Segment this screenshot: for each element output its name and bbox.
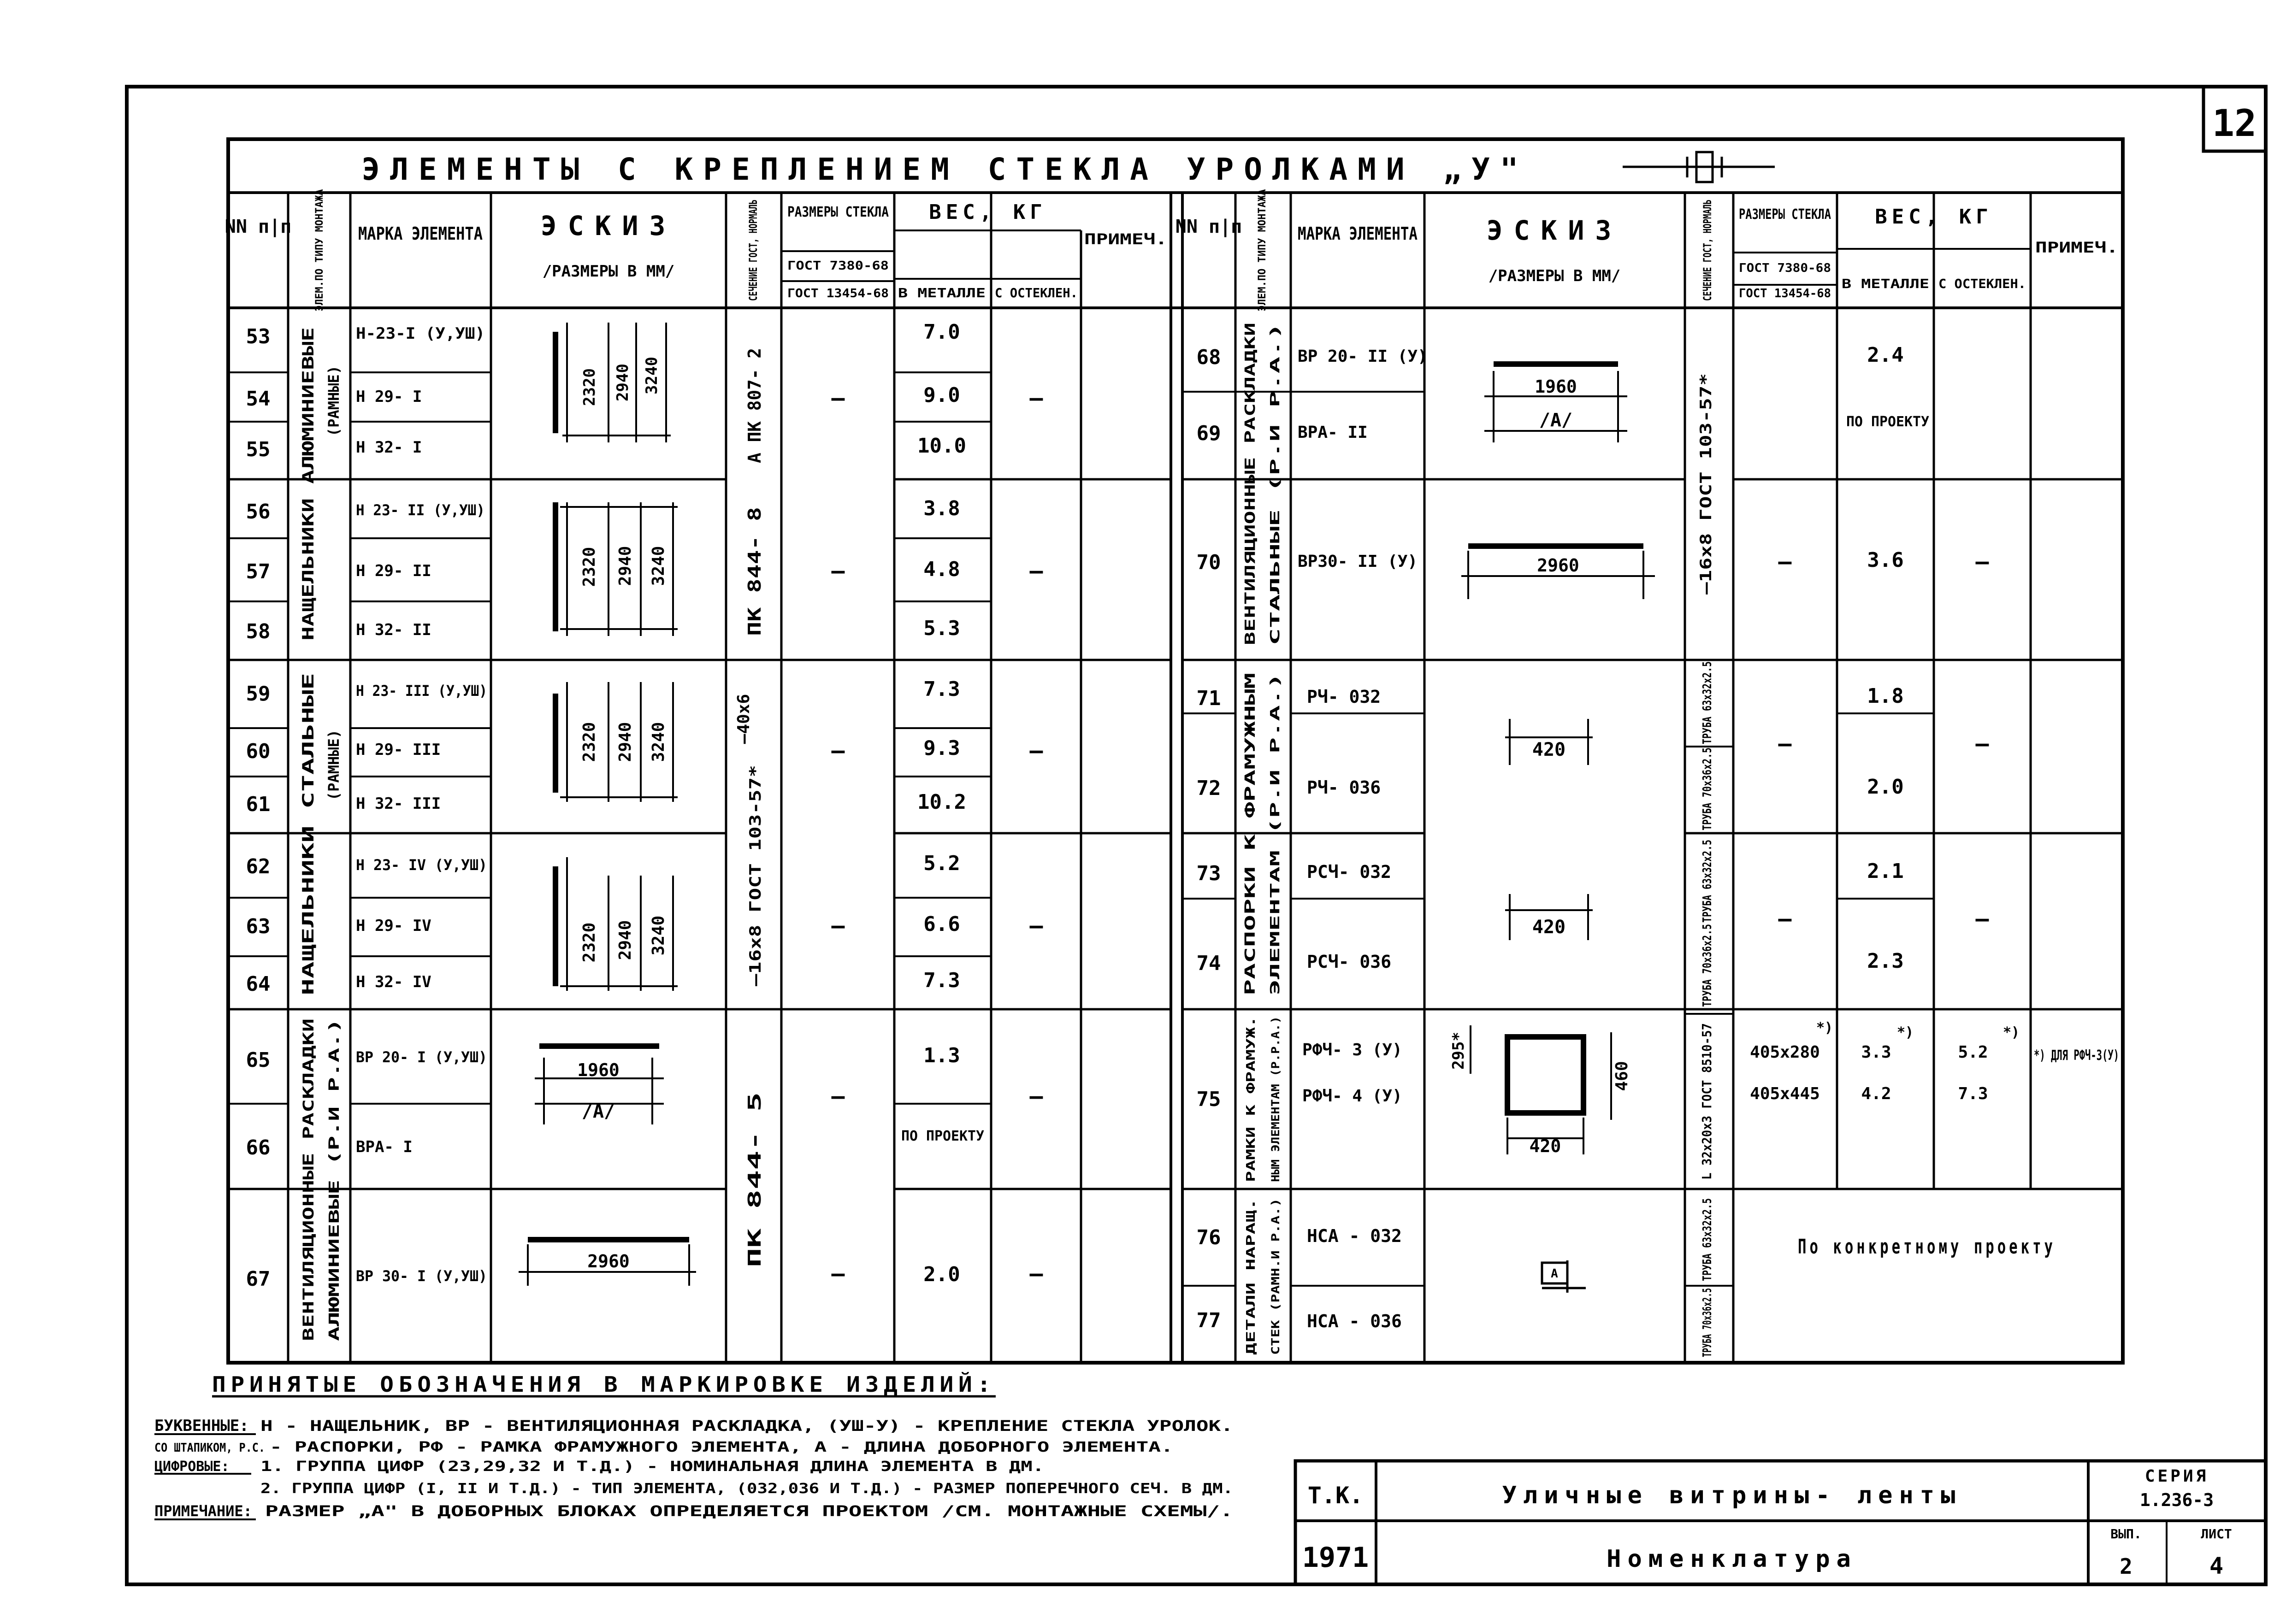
header-glass-r: РАЗМЕРЫ СТЕКЛА [1739,206,1831,223]
header-w-glass: С ОСТЕКЛЕН. [995,285,1078,300]
group-vent-steel: ВЕНТИЛЯЦИОННЫЕ РАСКЛАДКИ [1242,445,1258,645]
dash: — [1975,549,1989,575]
sheet-number: 12 [2212,102,2257,145]
row-55-n: 55 [246,438,271,461]
row-68-n: 68 [1196,346,1221,369]
right-header [1175,161,2118,312]
dim-2320: 2320 [580,922,599,963]
row-59-n: 59 [246,682,271,706]
row-61-mark: Н 32- III [356,794,441,813]
right-sketch-detail [1542,1260,1586,1293]
group-rasporki: РАСПОРКИ К ФРАМУЖНЫМ [1242,829,1258,995]
left-row-lines [228,372,1171,1189]
group-details: ДЕТАЛИ НАРАЩ. [1244,1261,1258,1355]
row-75-weight2: 4.2 [1861,1084,1891,1103]
row-53-mark: Н-23-I (У,УШ) [356,324,485,343]
row-72-mark: РЧ- 036 [1307,777,1381,798]
header-mark: МАРКА ЭЛЕМЕНТА [358,224,483,244]
row-62-n: 62 [246,855,271,878]
row-70-weight: 3.6 [1867,548,1904,572]
dim-2940: 2940 [616,722,635,762]
dim-2960: 2960 [587,1251,630,1271]
dash: — [1029,1261,1043,1287]
legend-note-label: ПРИМЕЧАНИЕ: [154,1502,252,1520]
dim-3240: 3240 [643,357,661,394]
row-75-glass: 405x280 [1750,1043,1820,1062]
row-65-weight: 1.3 [923,1044,960,1067]
row-75-weight: 3.3 [1861,1043,1891,1062]
dash: — [1029,385,1043,411]
group-alu-nashchelniki: НАЩЕЛЬНИКИ АЛЮМИНИЕВЫЕ [299,433,318,641]
row-70-mark: ВР30- II (У) [1298,552,1418,571]
dash: — [1778,731,1792,757]
header-mount-r: ЭЛЕМ.ПО ТИПУ МОНТАЖА [1257,189,1268,312]
left-rows [246,320,984,1291]
section-tube-63-3: ТРУБА 63x32x2.5 [1701,1173,1714,1281]
row-68-mark: ВР 20- II (У) [1298,347,1428,366]
row-53-weight: 7.0 [923,320,960,344]
legend-digits-label: ЦИФРОВЫЕ: [154,1459,230,1475]
row-72-weight: 2.0 [1867,775,1904,799]
row-74-n: 74 [1196,952,1221,975]
group-alu-framed: (РАМНЫЕ) [325,365,343,437]
dim-a-r: /А/ [1539,410,1573,431]
dim-2960-r: 2960 [1537,555,1579,576]
row-75-n: 75 [1196,1088,1221,1111]
dim-295: 295* [1449,1032,1468,1070]
row-66-n: 66 [246,1136,271,1159]
right-groups [1242,323,1282,1355]
dim-2940: 2940 [614,364,632,401]
dim-a: /А/ [581,1101,615,1122]
glass-clip-symbol [1623,152,1775,182]
dim-3240: 3240 [649,722,668,762]
row-69-n: 69 [1196,422,1221,445]
row-76-n: 76 [1196,1226,1221,1249]
row-61-n: 61 [246,793,271,816]
left-sketch-nashchelnik-3 [555,682,678,802]
dim-2940: 2940 [616,546,635,586]
header-glass-std2: ГОСТ 13454-68 [787,287,889,300]
row-76-mark: НСА - 032 [1307,1226,1402,1246]
right-sketch-raskladka-1960 [1484,364,1627,442]
dim-420-c: 420 [1529,1136,1561,1156]
dim-1960: 1960 [577,1060,620,1080]
row-66-weight: ПО ПРОЕКТУ [901,1128,984,1144]
outer-frame [127,87,2266,1584]
header-glass: РАЗМЕРЫ СТЕКЛА [787,204,889,220]
dim-1960-r: 1960 [1535,377,1577,397]
left-sections [734,348,765,1267]
row-58-mark: Н 32- II [356,621,431,639]
section-tube-70-2: ТРУБА 70x36x2.5 [1701,899,1714,1007]
row-74-weight: 2.3 [1867,949,1904,973]
group-details-b: СТЕК (РАМН.И Р.А.) [1269,1235,1282,1355]
row-57-n: 57 [246,560,271,583]
dim-2320: 2320 [580,368,599,406]
row-56-n: 56 [246,500,271,524]
row-70-n: 70 [1196,551,1221,574]
dash: — [831,558,845,584]
section-16x8-r: —16x8 ГОСТ 103-57* [1697,424,1715,594]
row-64-mark: Н 32- IV [356,973,431,991]
dim-3240: 3240 [649,546,668,586]
section-angle: L 32x20x3 ГОСТ 8510-57 [1699,1009,1714,1180]
legend-letters-label: БУКВЕННЫЕ: [154,1417,249,1435]
header-section-r: СЕЧЕНИЕ ГОСТ, НОРМАЛЬ [1701,161,1714,301]
row-54-weight: 9.0 [923,383,960,407]
row-58-weight: 5.3 [923,617,960,640]
dim-420-a: 420 [1532,739,1566,760]
header-nn-r: NN п|п [1175,216,1242,237]
right-rows [1197,343,2119,1332]
legend [154,1372,1233,1520]
row-62-weight: 5.2 [923,852,960,875]
row-75-mark: РФЧ- 3 (У) [1302,1041,1402,1059]
section-pk844-8: ПК 844- 8 [744,541,765,636]
row-64-n: 64 [246,972,271,996]
stamp-year: 1971 [1302,1542,1369,1574]
dash: — [831,385,845,411]
row-60-weight: 9.3 [923,736,960,760]
row-62-mark: Н 23- IV (У,УШ) [356,856,487,874]
legend-staple: - РАСПОРКИ, РФ - РАМКА ФРАМУЖНОГО ЭЛЕМЕНТА, А - ДЛИНА ДОБОРНОГО ЭЛЕМЕНТА. [270,1439,1173,1455]
header-note: ПРИМЕЧ. [1084,230,1167,248]
header-weight: ВЕС, КГ [929,200,1047,224]
dash: — [831,1083,845,1109]
dash: — [1029,1083,1043,1109]
row-67-n: 67 [246,1267,271,1291]
row-73-n: 73 [1196,862,1221,885]
row-75-mark2: РФЧ- 4 (У) [1302,1087,1402,1106]
row-53-n: 53 [246,325,271,348]
row-72-n: 72 [1196,777,1221,800]
left-grid [288,161,1081,1363]
header-sketch-units-r: /РАЗМЕРЫ В ММ/ [1488,267,1621,285]
row-54-mark: Н 29- I [356,388,422,406]
dim-2320: 2320 [580,547,599,587]
section-40x6: —40x6 [734,694,753,744]
row-68-weight: 2.4 [1867,343,1904,367]
right-row-lines [1182,392,2123,1286]
header-weight-r: ВЕС, КГ [1875,205,1993,229]
header-nn: NN п|п [224,216,292,237]
right-sketch-rasporka-1 [1505,719,1593,765]
header-note-r: ПРИМЕЧ. [2035,239,2118,256]
table-title: ЭЛЕМЕНТЫ С КРЕПЛЕНИЕМ СТЕКЛА УРОЛКАМИ „У" [361,152,1529,187]
stamp-issue-label: ВЫП. [2110,1526,2142,1542]
row-73-mark: РСЧ- 032 [1307,862,1392,882]
row-63-weight: 6.6 [923,912,960,936]
row-59-weight: 7.3 [923,677,960,701]
left-sketch-raskladka-2960 [519,1240,696,1286]
section-tube-70-3: ТРУБА 70x36x2.5 [1701,1249,1714,1357]
row-64-weight: 7.3 [923,969,960,992]
header-mount: ЭЛЕМ.ПО ТИПУ МОНТАЖА [314,189,325,312]
row-59-mark: Н 23- III (У,УШ) [356,682,487,700]
row-54-n: 54 [246,387,271,411]
stamp-sheet: 4 [2209,1553,2224,1579]
dim-420-b: 420 [1532,917,1566,938]
dim-3240: 3240 [649,915,668,956]
row-71-weight: 1.8 [1867,684,1904,708]
group-ramki: РАМКИ К ФРАМУЖ. [1244,1074,1258,1182]
right-sketch-rasporka-2 [1505,894,1593,940]
legend-digits-1: 1. ГРУППА ЦИФР (23,29,32 И Т.Д.) - НОМИНАЛЬНАЯ ДЛИНА ЭЛЕМЕНТА В ДМ. [260,1459,1044,1475]
dash: — [1975,731,1989,757]
row-75-glassw: 5.2 [1958,1043,1988,1062]
row-75-glassw2: 7.3 [1958,1084,1988,1103]
dim-2940: 2940 [616,920,635,960]
dim-a-detail: А [1551,1267,1558,1281]
header-glass-std2-r: ГОСТ 13454-68 [1739,287,1831,300]
row-57-mark: Н 29- II [356,562,431,580]
row-74-mark: РСЧ- 036 [1307,952,1392,972]
dash: — [1029,913,1043,939]
section-pk844-5: ПК 844- 5 [744,1172,765,1267]
row-60-n: 60 [246,740,271,763]
stamp-issue: 2 [2120,1554,2133,1579]
header-glass-std1-r: ГОСТ 7380-68 [1739,261,1831,275]
row-77-mark: НСА - 036 [1307,1311,1402,1331]
left-sketch-raskladka-1960 [535,1046,664,1124]
group-vent-alu-b: АЛЮМИНИЕВЫЕ (Р.И Р.А.) [326,1158,343,1341]
header-section: СЕЧЕНИЕ ГОСТ, НОРМАЛЬ [747,161,760,301]
header-sketch-r: ЭСКИЗ [1486,215,1623,246]
row-56-mark: Н 23- II (У,УШ) [356,501,485,519]
left-sketch-nashchelnik-1 [555,323,671,442]
section-tube-70-1: ТРУБА 70x36x2.5 [1701,722,1714,830]
dash: — [1029,558,1043,584]
group-vent-steel-b: СТАЛЬНЫЕ (Р.И Р.А.) [1267,497,1282,645]
dash: — [831,913,845,939]
row-65-mark: ВР 20- I (У,УШ) [356,1048,487,1066]
by-concrete-project: По конкретному проекту [1798,1235,2056,1259]
left-dashes [832,385,1043,1287]
group-vent-alu: ВЕНТИЛЯЦИОННЫЕ РАСКЛАДКИ [300,1128,317,1341]
dash: — [1975,906,1989,932]
row-75-note: *) ДЛЯ РФЧ-3(У) [2034,1047,2119,1064]
dim-460: 460 [1613,1061,1631,1091]
group-rasporki-b: ЭЛЕМЕНТАМ (Р.И Р.А.) [1267,840,1282,995]
group-ramki-b: НЫМ ЭЛЕМЕНТАМ (Р.Р.А.) [1269,1036,1282,1182]
left-sketch-nashchelnik-2 [555,502,678,636]
stamp-name: Уличные витрины- ленты [1502,1482,1962,1509]
legend-letters: Н - НАЩЕЛЬНИК, ВР - ВЕНТИЛЯЦИОННАЯ РАСКЛАДКА, (УШ-У) - КРЕПЛЕНИЕ СТЕКЛА УРОЛОК. [260,1417,1233,1435]
section-16x8: —16x8 ГОСТ 103-57* [746,816,765,986]
row-55-mark: Н 32- I [356,438,422,457]
row-71-mark: РЧ- 032 [1307,687,1381,707]
header-w-glass-r: С ОСТЕКЛЕН. [1938,276,2026,291]
row-57-weight: 4.8 [923,558,960,581]
row-67-weight: 2.0 [923,1263,960,1286]
right-sections [1697,373,1715,1357]
header-sketch: ЭСКИЗ [540,210,677,241]
section-tube-63-1: ТРУБА 63x32x2.5 [1701,636,1714,744]
star-metal: *) [1897,1024,1914,1041]
group-steel-nashchelniki: НАЩЕЛЬНИКИ СТАЛЬНЫЕ [299,816,318,995]
row-69-weight: ПО ПРОЕКТУ [1846,414,1929,430]
dash: — [1778,549,1792,575]
section-tube-63-2: ТРУБА 63x32x2.5 [1701,814,1714,923]
row-63-mark: Н 29- IV [356,917,431,935]
section-pk807: А ПК 807- 2 [744,347,765,463]
stamp-tk: Т.К. [1307,1482,1364,1509]
row-77-n: 77 [1196,1309,1221,1332]
star-glassw: *) [2003,1024,2020,1041]
row-55-weight: 10.0 [917,434,966,458]
row-58-n: 58 [246,620,271,643]
stamp-sheet-label: ЛИСТ [2201,1526,2232,1542]
right-sketch-raskladka-2960 [1461,546,1655,599]
legend-digits-2: 2. ГРУППА ЦИФР (I, II И Т.Д.) - ТИП ЭЛЕМЕНТА, (032,036 И Т.Д.) - РАЗМЕР ПОПЕРЕЧНОГО СЕЧ. В ДМ. [260,1481,1233,1497]
group-steel-framed: (РАМНЫЕ) [325,729,343,801]
row-69-mark: ВРА- II [1298,423,1368,442]
row-61-weight: 10.2 [917,790,966,814]
row-63-n: 63 [246,915,271,938]
row-66-mark: ВРА- I [356,1138,413,1156]
row-56-weight: 3.8 [923,497,960,520]
stamp-series: 1.236-3 [2139,1490,2214,1510]
dim-2320: 2320 [580,722,599,762]
right-sketch-ramka [1449,1025,1631,1156]
header-w-metal: В МЕТАЛЛЕ [898,285,986,300]
legend-note: РАЗМЕР „А" В ДОБОРНЫХ БЛОКАХ ОПРЕДЕЛЯЕТСЯ ПРОЕКТОМ /СМ. МОНТАЖНЫЕ СХЕМЫ/. [265,1502,1233,1520]
header-w-metal-r: В МЕТАЛЛЕ [1842,276,1929,291]
row-60-mark: Н 29- III [356,741,441,759]
legend-title: ПРИНЯТЫЕ ОБОЗНАЧЕНИЯ В МАРКИРОВКЕ ИЗДЕЛИЙ: [212,1372,996,1397]
dash: — [1778,906,1792,932]
left-sketch-nashchelnik-4 [555,857,678,991]
row-73-weight: 2.1 [1867,859,1904,883]
header-mark-r: МАРКА ЭЛЕМЕНТА [1298,224,1418,244]
title-stamp [1295,1461,2266,1584]
dash: — [831,738,845,764]
legend-staple-label: СО ШТАПИКОМ, Р.С. [154,1441,265,1455]
row-71-n: 71 [1196,687,1221,710]
main-table-frame [228,139,2123,1363]
header-sketch-units: /РАЗМЕРЫ В ММ/ [542,262,675,281]
star-glass: *) [1816,1020,1833,1036]
row-67-mark: ВР 30- I (У,УШ) [356,1267,487,1285]
stamp-series-label: СЕРИЯ [2144,1467,2209,1486]
header-glass-std1: ГОСТ 7380-68 [787,259,889,273]
stamp-subject: Номенклатура [1607,1545,1857,1573]
row-65-n: 65 [246,1048,271,1072]
dash: — [1029,738,1043,764]
row-75-glass2: 405x445 [1750,1084,1820,1103]
dash: — [831,1261,845,1287]
